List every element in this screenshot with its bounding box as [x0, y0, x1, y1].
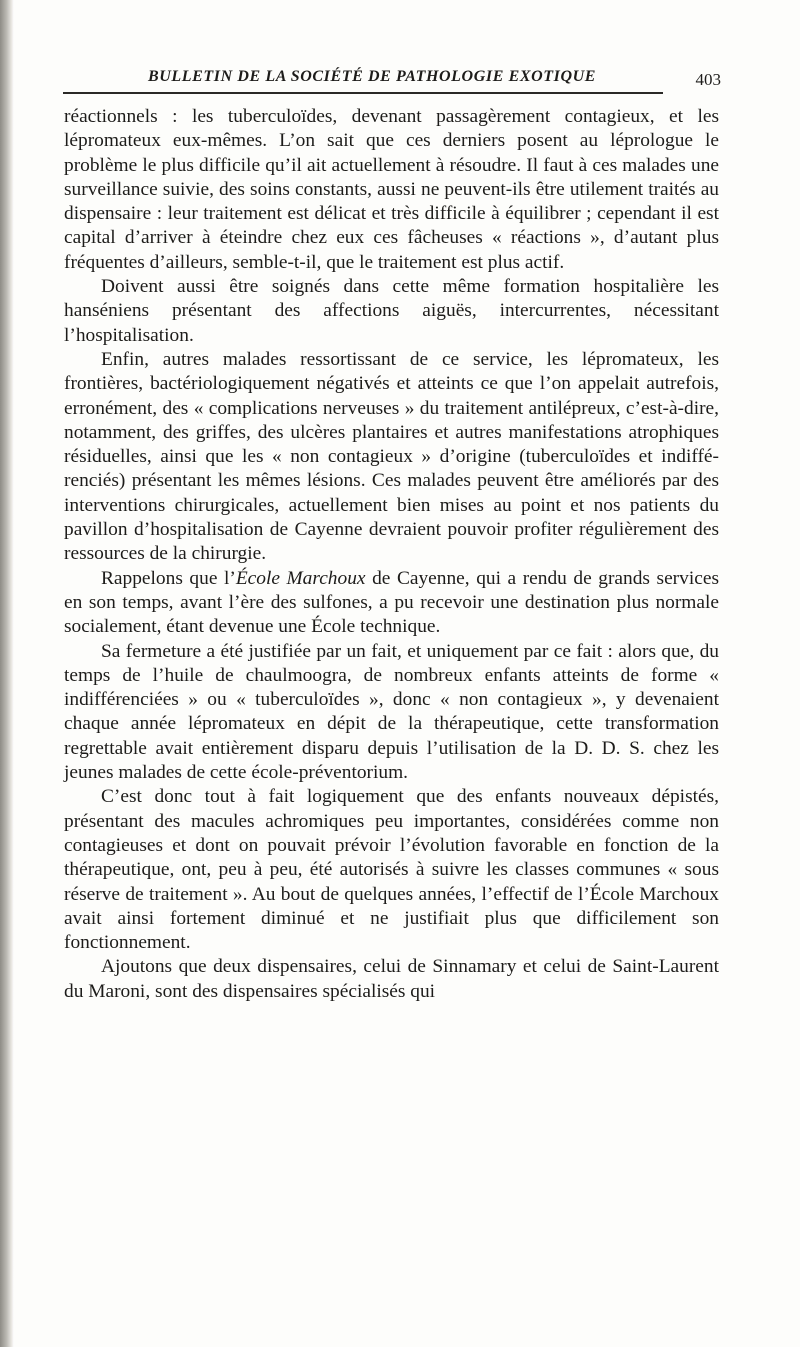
paragraph-continuation: réactionnels : les tuberculoïdes, devenant passagèrement contagieux, et les lépromateux eux-mêmes. L’on sait que ces derniers posent au léprologue le problème le plus difficile qu’il ait actuellement à résoudre. Il faut à ces malades une surveillance suivie, des soins constants, aussi ne peuvent-ils être utilement traités au dispensaire : leur traitement est délicat et très difficile à équilibrer ; cependant il est capital d’arriver à éteindre chez eux ces fâcheuses « réactions », d’autant plus fréquentes d’ailleurs, semble-t-il, que le traitement est plus actif. — [64, 106, 719, 273]
italic-school-name: École Marchoux — [235, 567, 366, 589]
paragraph-ecole-marchoux — [64, 567, 719, 640]
running-head — [63, 64, 723, 94]
paragraph-surgery: Enfin, autres malades ressortissant de ce service, les lépromateux, les frontières, bactériologiquement négativés et atteints ce que l’on appelait autrefois, erronément, des « complications nerveuses » du traitement antilépreux, c’est-à-dire, notamment, des griffes, des ulcères plantaires et autres manifestations atrophiques résiduelles, ainsi que les « non contagieux » d’origine (tuberculoïdes et indifférenciés) présentant les mêmes lésions. Ces malades peuvent être améliorés par des interventions chirurgicales, actuellement bien mises au point et nos patients du pavillon d’hospitalisation de Cayenne devraient pouvoir profiter régulièrement des ressources de la chirurgie. — [64, 348, 719, 565]
binding-gutter — [0, 0, 14, 1347]
paragraph-dispensaries: Ajoutons que deux dispensaires, celui de Sinnamary et celui de Saint-Laurent du Maroni, sont des dispensaires spécialisés qui — [64, 956, 719, 1002]
page-number: 403 — [695, 70, 721, 89]
paragraph-closure: Sa fermeture a été justifiée par un fait, et uniquement par ce fait : alors que, du temps de l’huile de chaulmoogra, de nombreux enfants atteints de forme « indifférenciées » ou « tuberculoïdes », donc « non contagieux », y devenaient chaque année lépromateux en dépit de la thérapeutique, cette transformation regrettable avait entièrement disparu depuis l’utilisation de la D. D. S. chez les jeunes malades de cette école-préventorium. — [64, 640, 719, 784]
paragraph-text: de Cayenne, qui a rendu de grands services en son temps, avant l’ère des sulfones, a pu recevoir une destination plus normale socialement, étant devenue une École technique. — [64, 567, 719, 638]
body-text — [64, 105, 719, 1004]
scanned-page — [14, 0, 800, 1347]
running-title: BULLETIN DE LA SOCIÉTÉ DE PATHOLOGIE EXOTIQUE — [147, 68, 597, 85]
header-rule — [63, 92, 663, 94]
paragraph-new-children: C’est donc tout à fait logiquement que des enfants nouveaux dépistés, présentant des macules achromiques peu importantes, considérées comme non contagieuses et dont on pouvait prévoir l’évolution favorable en fonction de la thérapeutique, ont, peu à peu, été autorisés à suivre les classes communes « sous réserve de traitement ». Au bout de quelques années, l’effectif de l’École Marchoux avait ainsi fortement diminué et ne justifiait plus que difficilement son fonctionnement. — [64, 786, 719, 954]
paragraph-acute-affections: Doivent aussi être soignés dans cette même formation hospitalière les hanséniens présentant des affections aiguës, intercurrentes, nécessitant l’hospitalisation. — [64, 276, 719, 346]
paragraph-text: Rappelons que l’ — [101, 567, 236, 589]
